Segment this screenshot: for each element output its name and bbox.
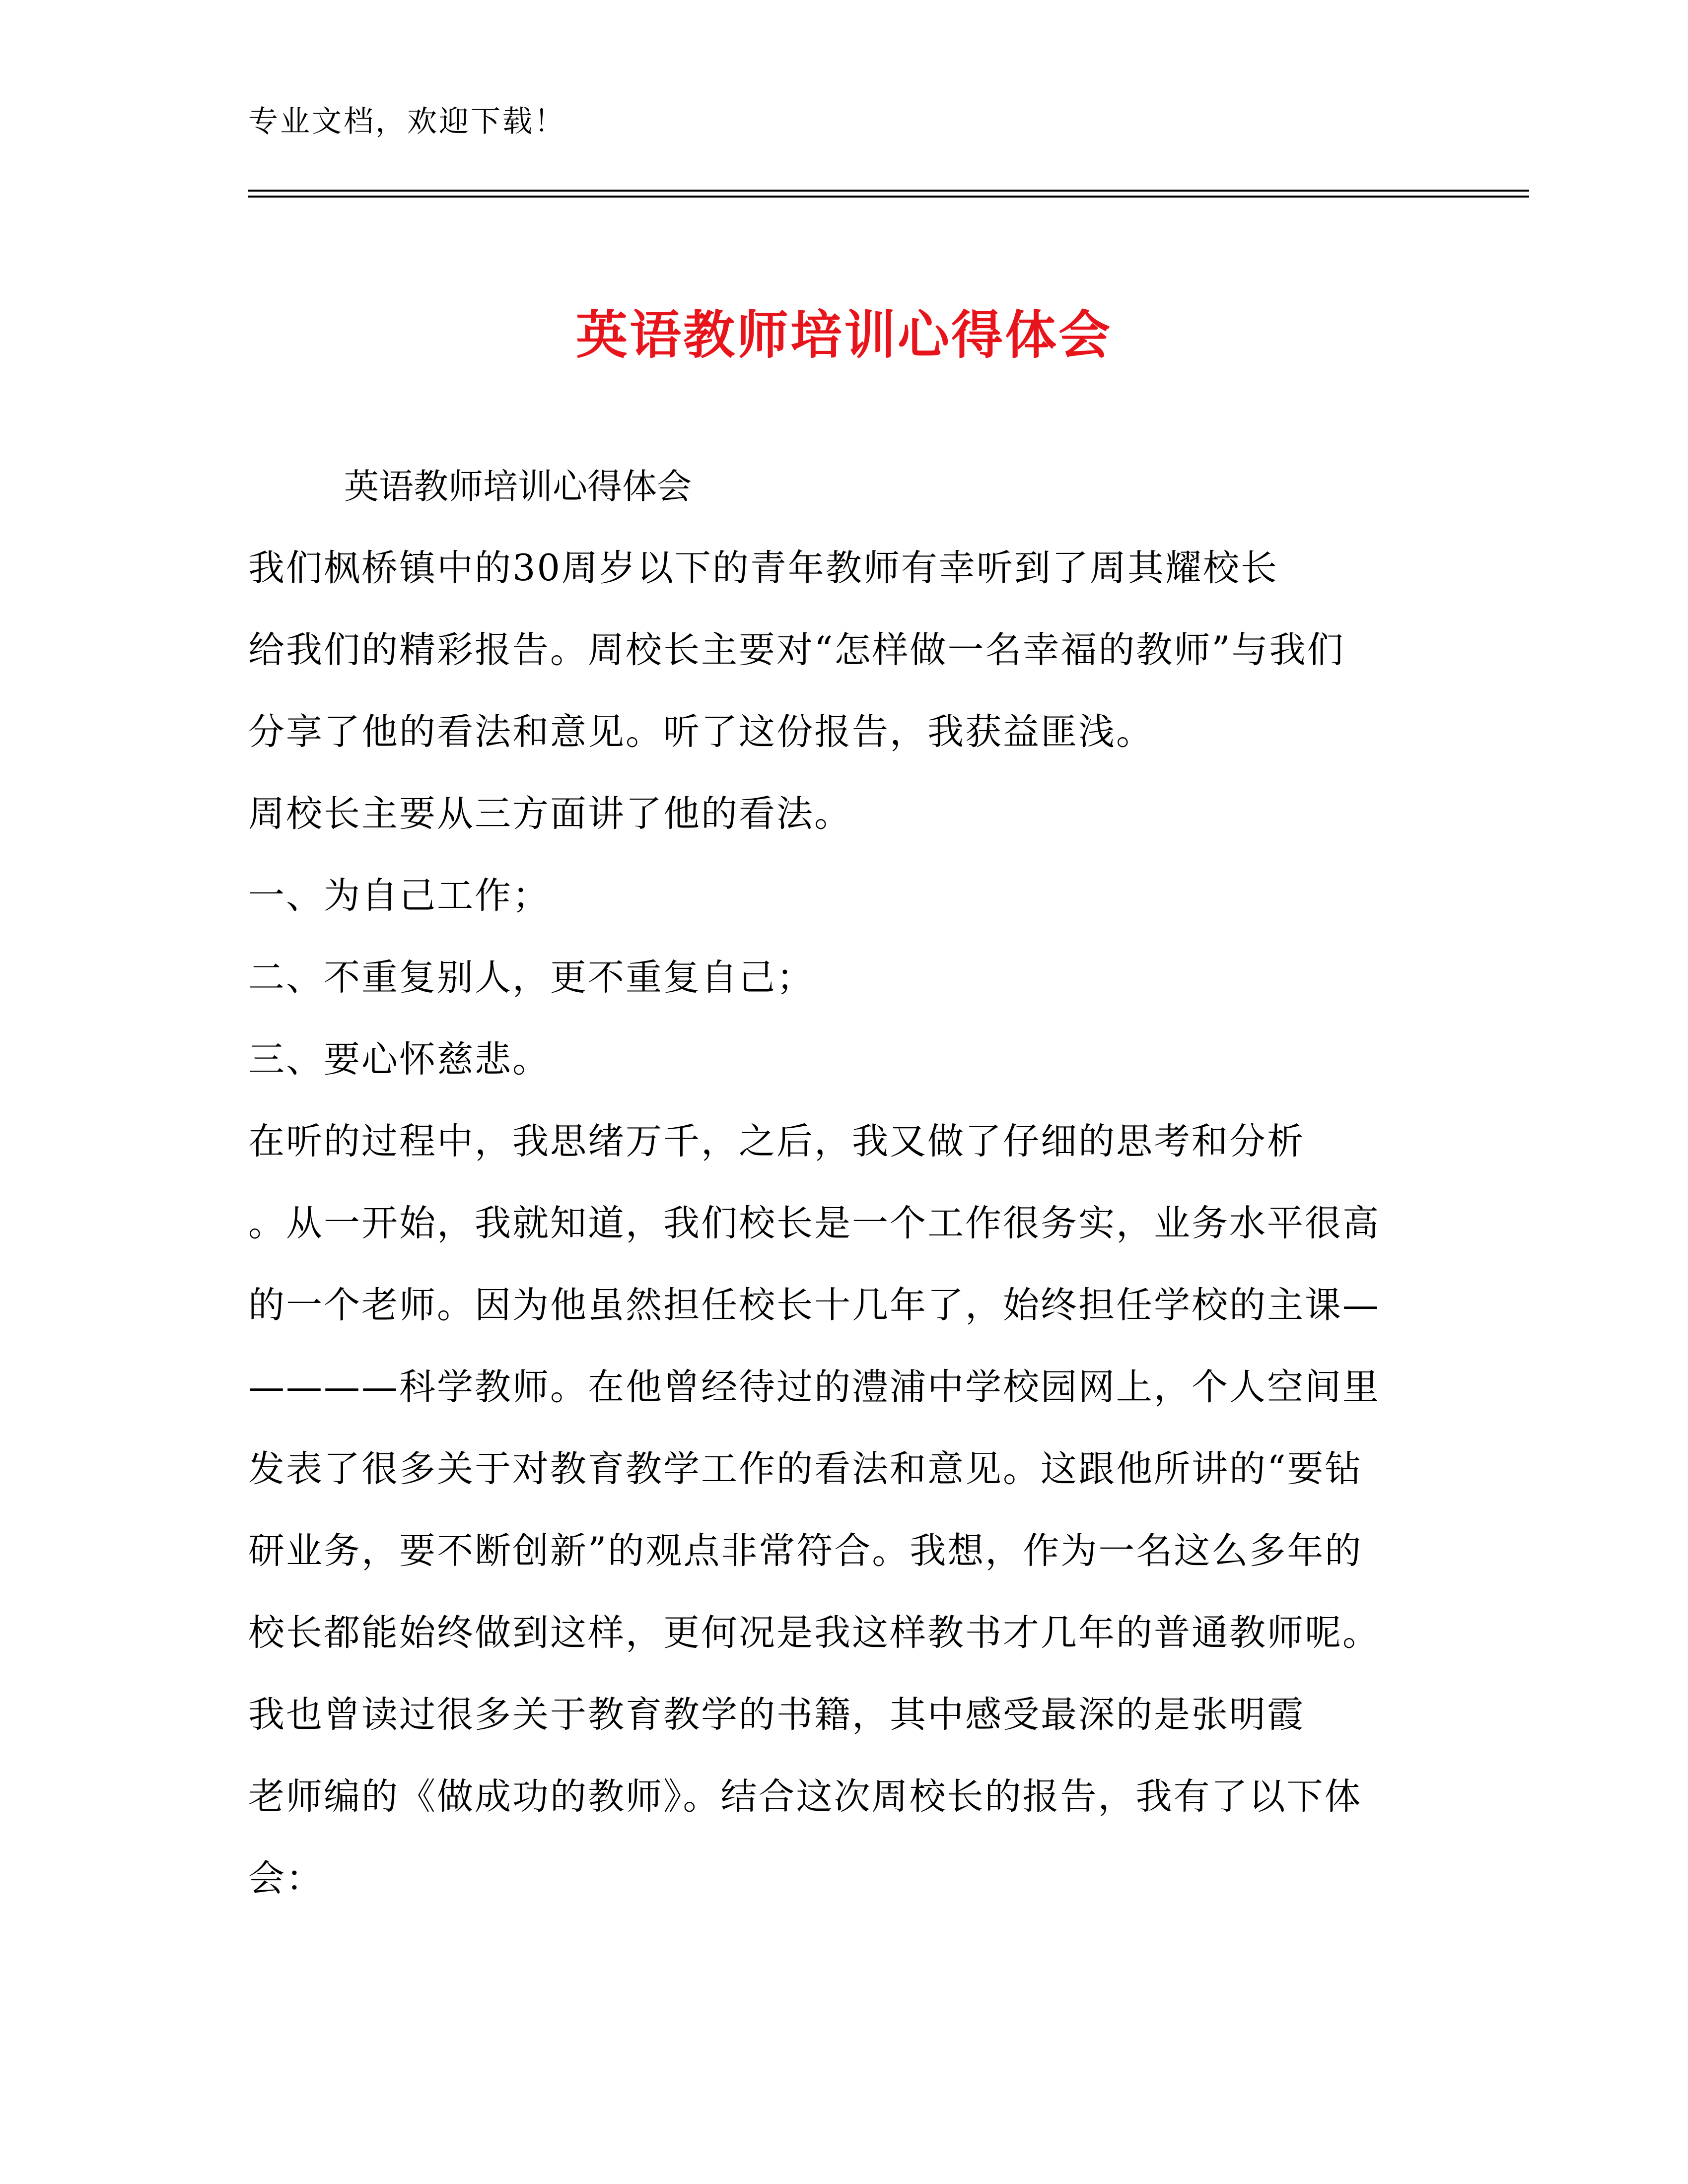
body-line: 校长都能始终做到这样，更何况是我这样教书才几年的普通教师呢。 xyxy=(248,1612,1380,1654)
body-line: 发表了很多关于对教育教学工作的看法和意见。这跟他所讲的“要钻 xyxy=(248,1448,1363,1490)
body-line: 我们枫桥镇中的30周岁以下的青年教师有幸听到了周其耀校长 xyxy=(248,547,1278,589)
body-line: 的一个老师。因为他虽然担任校长十几年了，始终担任学校的主课— xyxy=(248,1284,1380,1326)
header-rule-bottom xyxy=(248,196,1529,198)
body-line: 一、为自己工作； xyxy=(248,875,550,917)
body-line: 在听的过程中，我思绪万千，之后，我又做了仔细的思考和分析 xyxy=(248,1120,1305,1162)
header-rule-top xyxy=(248,190,1529,192)
body-line: 二、不重复别人，更不重复自己； xyxy=(248,956,814,999)
body-line: 我也曾读过很多关于教育教学的书籍，其中感受最深的是张明霞 xyxy=(248,1694,1305,1736)
body-line: 分享了他的看法和意见。听了这份报告，我获益匪浅。 xyxy=(248,711,1154,753)
body-line: 研业务，要不断创新”的观点非常符合。我想，作为一名这么多年的 xyxy=(248,1530,1363,1572)
body-line: 给我们的精彩报告。周校长主要对“怎样做一名幸福的教师”与我们 xyxy=(248,629,1345,671)
body-line: 会： xyxy=(248,1857,324,1900)
body-line: 。从一开始，我就知道，我们校长是一个工作很务实，业务水平很高 xyxy=(248,1202,1380,1244)
header-text: 专业文档，欢迎下载！ xyxy=(248,104,566,139)
body-line: 老师编的《做成功的教师》。结合这次周校长的报告，我有了以下体 xyxy=(248,1775,1362,1818)
body-line: 周校长主要从三方面讲了他的看法。 xyxy=(248,793,852,835)
body-line: ————科学教师。在他曾经待过的澧浦中学校园网上，个人空间里 xyxy=(248,1366,1380,1408)
body-line: 三、要心怀慈悲。 xyxy=(248,1038,550,1081)
document-title: 英语教师培训心得体会 xyxy=(575,305,1112,365)
document-subtitle: 英语教师培训心得体会 xyxy=(344,466,692,507)
